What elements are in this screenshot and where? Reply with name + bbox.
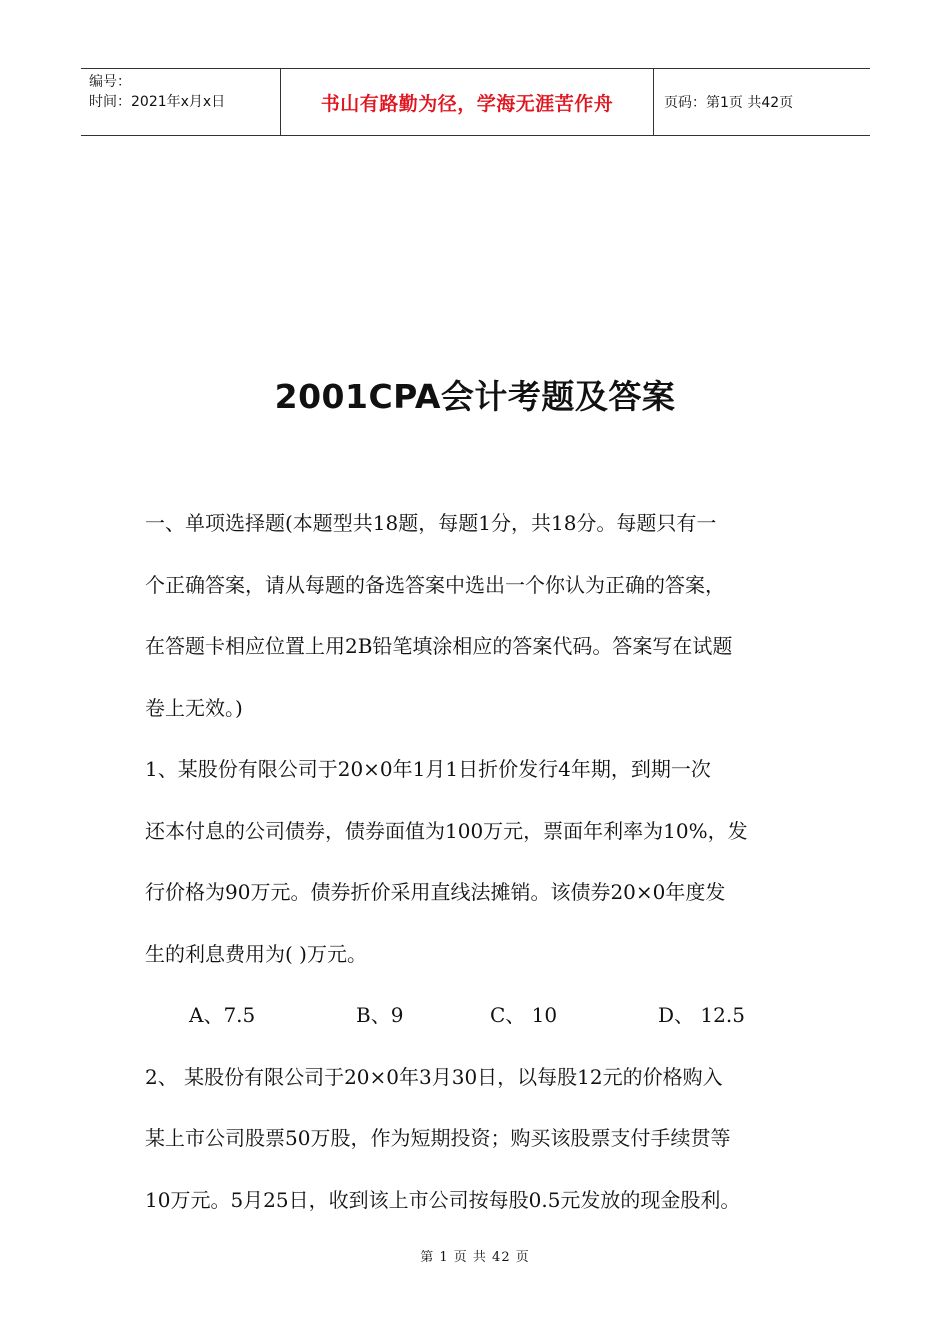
question-2-line: 10万元。5月25日，收到该上市公司按每股0.5元发放的现金股利。	[145, 1187, 741, 1212]
document-date: 时间：2021年x月x日	[89, 94, 226, 110]
question-1-line: 行价格为90万元。债券折价采用直线法摊销。该债券20×0年度发	[145, 880, 726, 904]
question-1-choices	[145, 985, 810, 1047]
question-2-line: 某上市公司股票50万股，作为短期投资；购买该股票支付手续贯等	[145, 1126, 731, 1150]
document-title: 2001CPA会计考题及答案	[274, 377, 676, 416]
page-footer: 第 1 页 共 42 页	[420, 1250, 530, 1265]
document-number-label: 编号：	[89, 74, 131, 90]
choice-a: A、7.5	[189, 1003, 256, 1027]
choice-d: D、 12.5	[658, 1003, 745, 1027]
question-1-line: 生的利息费用为( )万元。	[145, 941, 367, 966]
header-motto: 书山有路勤为径，学海无涯苦作舟	[281, 69, 654, 135]
document-body	[145, 493, 810, 1231]
section-instruction-line: 卷上无效。)	[145, 695, 243, 720]
choice-c: C、 10	[490, 1003, 558, 1027]
section-instruction-line: 个正确答案，请从每题的备选答案中选出一个你认为正确的答案，	[145, 572, 725, 597]
question-2-line: 2、 某股份有限公司于20×0年3月30日，以每股12元的价格购入	[145, 1064, 723, 1089]
section-instruction-line: 在答题卡相应位置上用2B铅笔填涂相应的答案代码。答案写在试题	[145, 634, 733, 658]
header-page-info: 页码：第1页 共42页	[664, 95, 794, 111]
header-table	[81, 68, 870, 136]
section-instruction-line: 一、单项选择题(本题型共18题，每题1分，共18分。每题只有一	[145, 511, 717, 535]
question-1-line: 还本付息的公司债券，债券面值为100万元，票面年利率为10%，发	[145, 818, 748, 843]
question-1-line: 1、某股份有限公司于20×0年1月1日折价发行4年期，到期一次	[145, 757, 711, 781]
header-meta-cell	[81, 69, 281, 135]
choice-b: B、9	[356, 1003, 404, 1027]
